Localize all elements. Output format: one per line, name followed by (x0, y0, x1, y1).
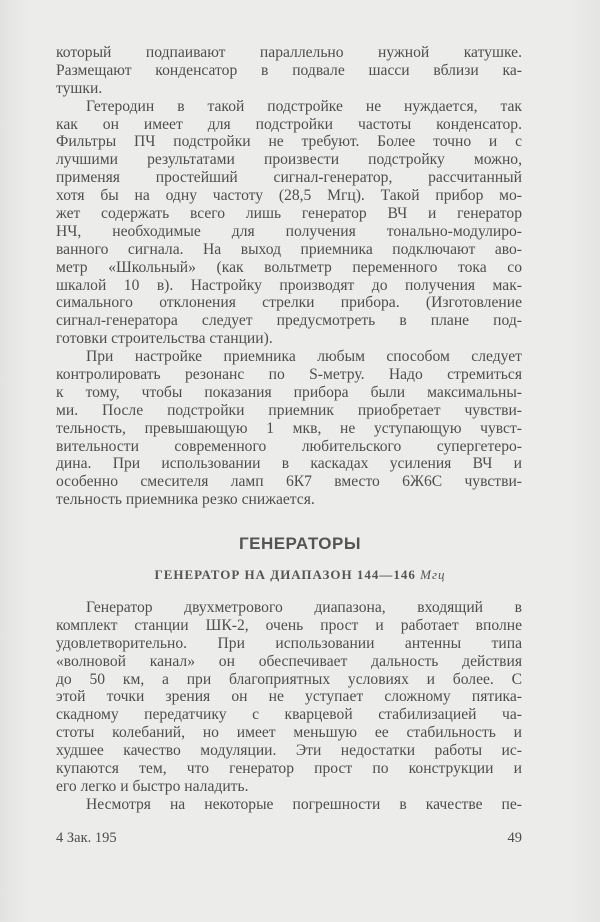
text-line: стоты колебаний, но имеет меньшую ее стабильность и (56, 724, 522, 742)
text-line: который подпаивают параллельно нужной катушке. (56, 44, 522, 61)
text-line: готовки строительства станции). (56, 330, 273, 348)
text-line: «волновой канал» он обеспечивает дальность действия (56, 652, 522, 670)
text-line: контролировать резонанс по S-метру. Надо стремиться (56, 366, 522, 384)
text-line: сигнал-генератора следует предусмотреть в плане под- (56, 312, 522, 330)
subsection-heading-unit: Мгц (420, 567, 446, 582)
text-line: ми. После подстройки приемник приобретает чувстви- (56, 401, 522, 419)
text-line: скадному передатчику с кварцевой стабилизацией ча- (56, 706, 522, 724)
text-line: тельность приемника резко снижается. (56, 491, 315, 509)
text-line: НЧ, необходимые для получения тонально-модулиро- (56, 222, 522, 240)
text-line: Фильтры ПЧ подстройки не требуют. Более точно и с (56, 133, 522, 151)
page-number: 49 (507, 830, 522, 846)
text-line: особенно смесителя ламп 6К7 вместо 6Ж6С чувстви- (56, 473, 522, 491)
text-line: его легко и быстро наладить. (56, 777, 249, 795)
text-line: комплект станции ШК-2, очень прост и работает вполне (56, 616, 522, 634)
text-line: Генератор двухметрового диапазона, входящий в (86, 599, 522, 616)
text-line: шкалой 10 в). Настройку производят до получения мак- (56, 276, 522, 294)
text-line: тушки. (56, 79, 103, 97)
subsection-heading-text: ГЕНЕРАТОР НА ДИАПАЗОН 144—146 (154, 567, 416, 582)
text-line: до 50 км, а при благоприятных условиях и более. С (56, 670, 522, 688)
text-line: Размещают конденсатор в подвале шасси вблизи ка- (56, 61, 522, 79)
body-text-bottom (56, 599, 522, 814)
text-line: как он имеет для подстройки частоты конденсатор. (56, 115, 522, 133)
text-line: удовлетворительно. При использовании антенны типа (56, 634, 522, 652)
text-line: купаются тем, что генератор прост по конструкции и (56, 760, 522, 778)
text-line: дина. При использовании в каскадах усиления ВЧ и (56, 455, 522, 473)
text-line: худшее качество модуляции. Эти недостатки работы ис- (56, 742, 522, 760)
section-heading: ГЕНЕРАТОРЫ (238, 534, 362, 553)
text-line: тельность, превышающую 1 мкв, не уступающую чувст- (56, 419, 522, 437)
text-line: метр «Школьный» (как вольтметр переменного тока со (56, 258, 522, 276)
text-line: При настройке приемника любым способом следует (86, 348, 522, 366)
text-line: хотя бы на одну частоту (28,5 Мгц). Такой прибор мо- (56, 187, 522, 205)
subsection-heading (0, 567, 600, 583)
text-line: жет содержать всего лишь генератор ВЧ и генератор (56, 205, 522, 223)
text-line: ванного сигнала. На выход приемника подключают аво- (56, 240, 522, 258)
body-text-top (56, 44, 522, 509)
signature-mark: 4 Зак. 195 (56, 830, 117, 846)
text-line: Гетеродин в такой подстройке не нуждается, так (86, 97, 522, 115)
text-line: лучшими результатами произвести подстройку можно, (56, 151, 522, 169)
text-line: применяя простейший сигнал-генератор, рассчитанный (56, 169, 522, 187)
text-line: Несмотря на некоторые погрешности в качестве пе- (86, 795, 522, 813)
text-line: вительности современного любительского супергетеро- (56, 437, 522, 455)
text-line: симального отклонения стрелки прибора. (Изготовление (56, 294, 522, 312)
text-line: этой точки зрения он не уступает сложному пятика- (56, 688, 522, 706)
text-line: к тому, чтобы показания прибора были максимальны- (56, 383, 522, 401)
